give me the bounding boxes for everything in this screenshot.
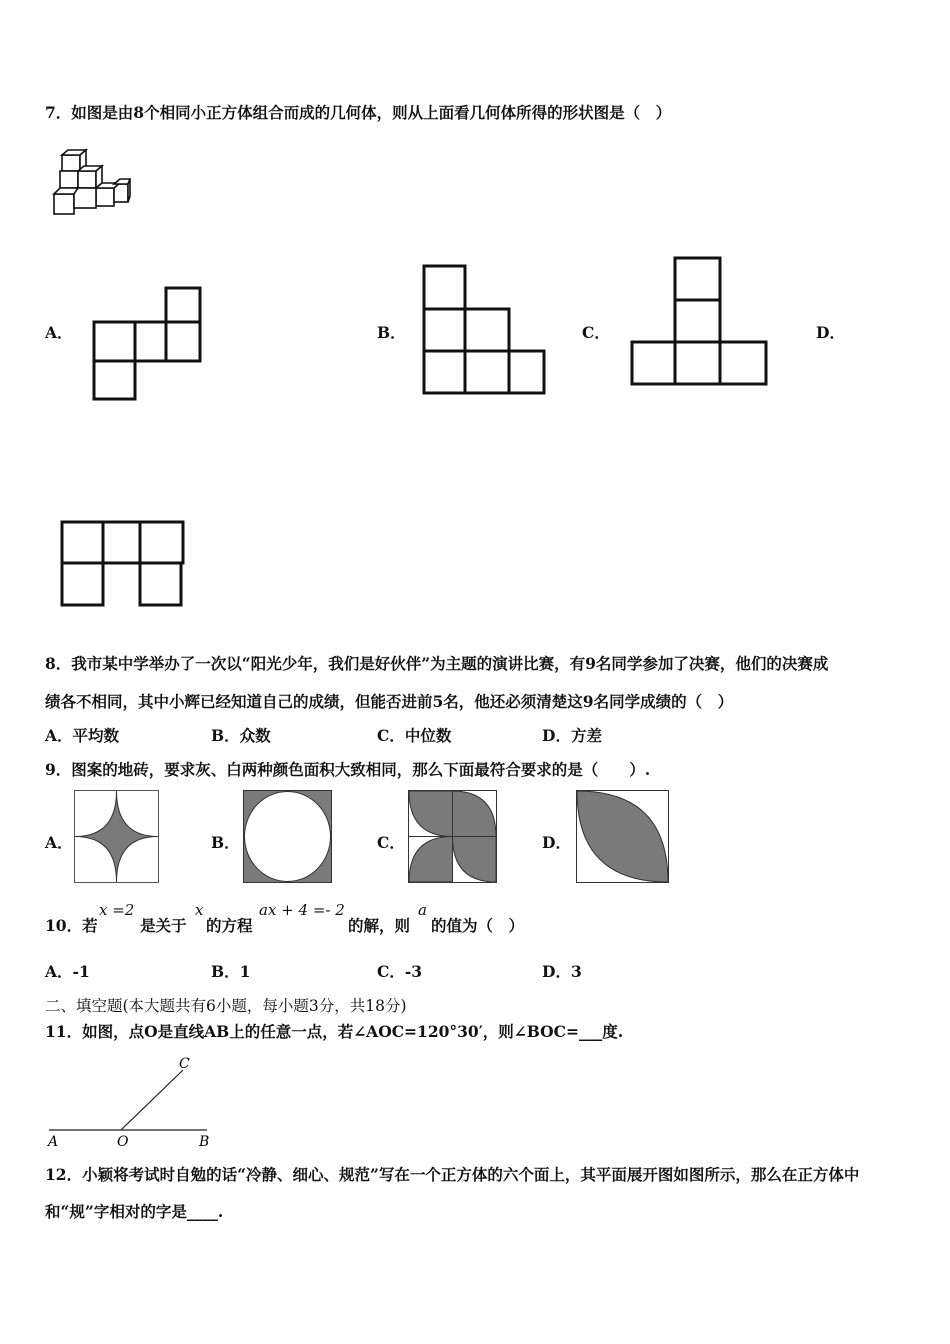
q7-option-b-label[interactable]: B．: [377, 323, 406, 342]
q9-option-c-label[interactable]: C．: [377, 833, 405, 852]
section-fill-in-heading: 二、填空题(本大题共有6小题，每小题3分，共18分): [45, 997, 407, 1015]
q7-stem: 7．如图是由8个相同小正方体组合而成的几何体，则从上面看几何体所得的形状图是（ ）: [45, 103, 672, 122]
q7-option-a-figure: [92, 286, 212, 402]
q10-stem-part2: 是关于: [140, 916, 187, 935]
q7-option-a-label[interactable]: A．: [45, 323, 73, 342]
q11-label-c: C: [179, 1056, 190, 1072]
q11-label-b: B: [199, 1134, 210, 1150]
q9-option-d-figure: [576, 790, 670, 884]
q12-stem-line1: 12．小颖将考试时自勉的话“冷静、细心、规范”写在一个正方体的六个面上，其平面展开图如图所示，那么在正方体中: [45, 1165, 860, 1184]
q10-option-d[interactable]: D．3: [542, 962, 582, 981]
q10-math-x: x: [195, 901, 204, 919]
q10-option-a[interactable]: A．-1: [45, 962, 90, 981]
q10-stem-part4: 的解，则: [348, 916, 411, 935]
q10-stem-part1: 10．若: [45, 916, 98, 935]
q10-option-b[interactable]: B．1: [211, 962, 251, 981]
q9-option-b-label[interactable]: B．: [211, 833, 240, 852]
q7-option-c-label[interactable]: C．: [582, 323, 610, 342]
q9-option-c-figure: [408, 790, 498, 884]
q7-option-d-figure: [60, 520, 188, 608]
q9-option-a-label[interactable]: A．: [45, 833, 73, 852]
q7-solid-figure: [50, 148, 134, 218]
q11-label-a: A: [48, 1134, 59, 1150]
q7-option-b-figure: [422, 264, 548, 396]
q10-math-equation: ax + 4 =- 2: [259, 901, 345, 919]
q10-stem-part3: 的方程: [206, 916, 253, 935]
q11-label-o: O: [117, 1134, 129, 1150]
q11-angle-figure: [45, 1052, 225, 1152]
q9-stem: 9．图案的地砖，要求灰、白两种颜色面积大致相同，那么下面最符合要求的是（ ）.: [45, 760, 651, 779]
q10-math-x-eq-2: x =2: [99, 901, 135, 919]
q8-stem-line2: 绩各不相同，其中小辉已经知道自己的成绩，但能否进前5名，他还必须清楚这9名同学成绩的（ ）: [45, 692, 734, 711]
q10-option-c[interactable]: C．-3: [377, 962, 423, 981]
q9-option-a-figure: [74, 790, 160, 884]
q9-option-d-label[interactable]: D．: [542, 833, 571, 852]
q7-option-c-figure: [630, 256, 770, 388]
q8-option-b[interactable]: B．众数: [211, 726, 271, 745]
q7-option-d-label[interactable]: D．: [816, 323, 845, 342]
q8-stem-line1: 8．我市某中学举办了一次以“阳光少年，我们是好伙伴”为主题的演讲比赛，有9名同学参加了决赛，他们的决赛成: [45, 654, 829, 673]
q12-stem-line2: 和“规”字相对的字是____.: [45, 1202, 224, 1221]
q11-stem: 11．如图，点O是直线AB上的任意一点，若∠AOC=120°30′，则∠BOC=___度.: [45, 1022, 624, 1041]
q10-stem-part5: 的值为（ ）: [431, 916, 525, 935]
q8-option-c[interactable]: C．中位数: [377, 726, 452, 745]
q8-option-a[interactable]: A．平均数: [45, 726, 120, 745]
q10-math-a: a: [418, 901, 427, 919]
q8-option-d[interactable]: D．方差: [542, 726, 602, 745]
q9-option-b-figure: [243, 790, 333, 884]
